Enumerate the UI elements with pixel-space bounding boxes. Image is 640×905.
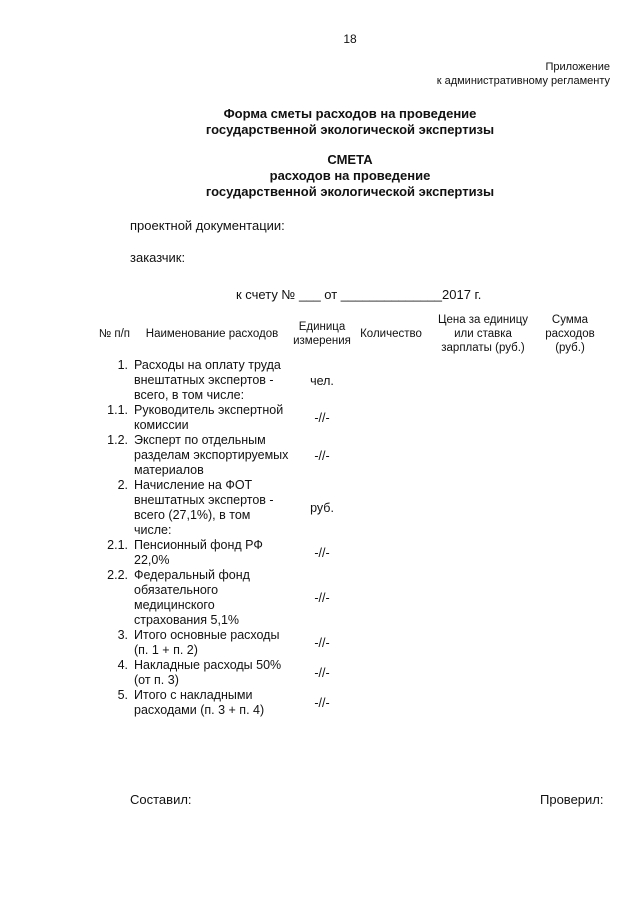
row-name: Итого основные расходы (п. 1 + п. 2): [134, 628, 280, 657]
row-unit: -//-: [314, 636, 330, 650]
row-num: 2.2.: [107, 568, 128, 582]
row-name: Начисление на ФОТ внештатных экспертов - всего (27,1%), в том числе:: [134, 478, 274, 537]
table-row: [86, 358, 602, 403]
row-unit: -//-: [314, 546, 330, 560]
table-row: [86, 628, 602, 658]
row-num: 2.1.: [107, 538, 128, 552]
header-price-line-1: Цена за единицу: [437, 314, 529, 326]
invoice-line: к счету № ___ от ______________2017 г.: [236, 287, 482, 302]
smeta-title-line-1: СМЕТА: [327, 152, 373, 167]
row-unit: -//-: [314, 591, 330, 605]
header-sum: [538, 310, 602, 358]
table-row: [86, 538, 602, 568]
row-unit: -//-: [314, 448, 330, 463]
appendix-line-1: Приложение: [545, 61, 610, 73]
row-unit: -//-: [314, 666, 330, 680]
header-price: [428, 310, 538, 358]
row-unit: -//-: [314, 411, 330, 425]
table-header-row: [86, 310, 602, 358]
table-row: [86, 658, 602, 688]
row-name: Накладные расходы 50% (от п. 3): [134, 658, 282, 687]
row-unit: -//-: [314, 696, 330, 710]
header-sum-line-2: расходов: [545, 328, 595, 340]
row-num: 2.: [117, 478, 128, 492]
smeta-title: [0, 152, 640, 200]
form-title: [0, 106, 640, 138]
header-unit-line-1: Единица: [298, 321, 346, 333]
header-sum-line-1: Сумма: [551, 314, 589, 326]
row-num: 3.: [117, 628, 128, 642]
row-num: 4.: [117, 658, 128, 672]
compiled-by-label: Составил:: [130, 792, 192, 807]
row-name: Пенсионный фонд РФ 22,0%: [134, 538, 263, 567]
table-row: [86, 478, 602, 538]
header-price-line-3: зарплаты (руб.): [441, 342, 525, 354]
row-name: Расходы на оплату труда внештатных экспертов - всего, в том числе:: [134, 358, 281, 402]
row-name: Руководитель экспертной комиссии: [134, 403, 284, 432]
smeta-title-line-3: государственной экологической экспертизы: [205, 184, 495, 199]
row-name: Эксперт по отдельным разделам экспортируемых материалов: [134, 433, 289, 477]
customer-field-label: заказчик:: [130, 250, 186, 265]
project-field-label: проектной документации:: [130, 218, 285, 233]
row-unit: руб.: [310, 501, 334, 515]
header-qty: Количество: [360, 328, 422, 340]
row-name: Итого с накладными расходами (п. 3 + п. 4): [134, 688, 265, 717]
smeta-title-line-2: расходов на проведение: [269, 168, 431, 183]
row-num: 1.1.: [107, 403, 128, 417]
checked-by-label: Проверил:: [540, 792, 604, 807]
header-price-line-2: или ставка: [454, 328, 512, 340]
header-unit-line-2: измерения: [293, 335, 351, 347]
row-num: 1.: [117, 358, 128, 372]
table-row: [86, 688, 602, 718]
table-row: [86, 568, 602, 628]
row-num: 5.: [117, 688, 128, 702]
page-number: 18: [343, 32, 357, 46]
header-sum-line-3: (руб.): [555, 342, 585, 354]
header-num: № п/п: [98, 328, 130, 340]
table-row: [86, 403, 602, 433]
form-title-line-1: Форма сметы расходов на проведение: [223, 106, 477, 121]
header-name: Наименование расходов: [145, 328, 279, 340]
appendix-note: [437, 60, 610, 88]
appendix-line-2: к административному регламенту: [436, 75, 610, 87]
estimate-table: [86, 310, 602, 718]
form-title-line-2: государственной экологической экспертизы: [205, 122, 495, 137]
header-unit: [290, 310, 354, 358]
table-row: [86, 433, 602, 478]
row-num: 1.2.: [107, 433, 128, 447]
row-name: Федеральный фонд обязательного медицинского страхования 5,1%: [134, 568, 250, 627]
row-unit: чел.: [310, 373, 334, 388]
